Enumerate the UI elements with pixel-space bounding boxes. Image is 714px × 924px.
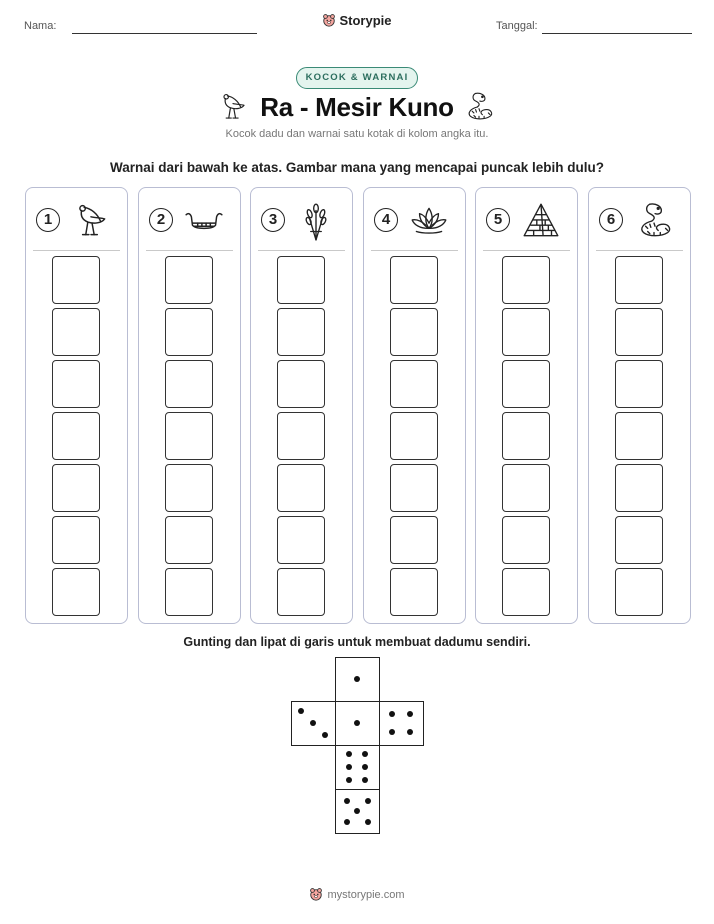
wheat-icon [295, 200, 337, 242]
column-4 [363, 187, 466, 624]
snake-icon [633, 200, 675, 242]
color-box[interactable] [52, 360, 100, 408]
color-box[interactable] [390, 360, 438, 408]
color-box[interactable] [277, 464, 325, 512]
column-number: 1 [36, 208, 60, 232]
page-subtitle: Kocok dadu dan warnai satu kotak di kolom angka itu. [225, 128, 489, 140]
name-label: Nama: [24, 20, 57, 32]
color-box[interactable] [615, 516, 663, 564]
color-box[interactable] [615, 360, 663, 408]
die-pip [407, 711, 413, 717]
die-pip [346, 764, 352, 770]
die-pip [354, 808, 360, 814]
snake-icon [462, 90, 496, 124]
column-1 [25, 187, 128, 624]
activity-badge: KOCOK & WARNAI [296, 67, 418, 89]
page-title: Ra - Mesir Kuno [260, 92, 454, 122]
color-box[interactable] [390, 412, 438, 460]
die-face-below-center [335, 745, 380, 790]
color-box[interactable] [502, 412, 550, 460]
color-box[interactable] [390, 464, 438, 512]
color-box[interactable] [502, 256, 550, 304]
date-label: Tanggal: [496, 20, 538, 32]
storypie-logo-icon [322, 13, 336, 27]
column-number: 4 [374, 208, 398, 232]
die-face-left [291, 701, 336, 746]
column-divider [483, 250, 570, 251]
footer-url: mystorypie.com [327, 889, 405, 901]
date-line[interactable] [542, 33, 692, 34]
boat-icon [183, 200, 225, 242]
footer [0, 887, 714, 901]
color-box[interactable] [277, 308, 325, 356]
brand-name: Storypie [339, 13, 392, 28]
die-pip [310, 720, 316, 726]
color-box[interactable] [277, 516, 325, 564]
die-pip [365, 819, 371, 825]
ibis-icon [70, 200, 112, 242]
die-pip [298, 708, 304, 714]
lotus-icon [408, 200, 450, 242]
die-face-bottom [335, 789, 380, 834]
color-box[interactable] [165, 308, 213, 356]
column-3 [250, 187, 353, 624]
die-pip [407, 729, 413, 735]
die-pip [362, 764, 368, 770]
die-pip [354, 720, 360, 726]
column-number: 5 [486, 208, 510, 232]
color-box[interactable] [390, 308, 438, 356]
color-box[interactable] [615, 568, 663, 616]
color-box[interactable] [165, 412, 213, 460]
color-box[interactable] [52, 568, 100, 616]
color-box[interactable] [390, 568, 438, 616]
color-box[interactable] [502, 464, 550, 512]
color-box[interactable] [165, 568, 213, 616]
die-pip [365, 798, 371, 804]
die-pip [344, 798, 350, 804]
column-2 [138, 187, 241, 624]
color-box[interactable] [502, 360, 550, 408]
color-box[interactable] [52, 516, 100, 564]
column-divider [146, 250, 233, 251]
column-divider [371, 250, 458, 251]
column-divider [33, 250, 120, 251]
die-pip [322, 732, 328, 738]
color-box[interactable] [615, 256, 663, 304]
color-box[interactable] [615, 412, 663, 460]
color-box[interactable] [52, 256, 100, 304]
die-face-top [335, 657, 380, 702]
column-divider [596, 250, 683, 251]
color-box[interactable] [52, 412, 100, 460]
column-number: 3 [261, 208, 285, 232]
color-box[interactable] [615, 308, 663, 356]
pyramid-icon [520, 200, 562, 242]
die-pip [346, 751, 352, 757]
cut-instruction: Gunting dan lipat di garis untuk membuat dadumu sendiri. [183, 635, 531, 649]
coloring-instruction: Warnai dari bawah ke atas. Gambar mana yang mencapai puncak lebih dulu? [110, 160, 604, 175]
color-box[interactable] [277, 412, 325, 460]
column-number: 2 [149, 208, 173, 232]
color-box[interactable] [502, 308, 550, 356]
color-box[interactable] [52, 308, 100, 356]
column-divider [258, 250, 345, 251]
die-pip [346, 777, 352, 783]
die-pip [389, 729, 395, 735]
name-line[interactable] [72, 33, 257, 34]
die-face-center [335, 701, 380, 746]
date-field[interactable] [496, 20, 538, 32]
color-box[interactable] [277, 360, 325, 408]
brand-header [0, 13, 714, 28]
die-pip [344, 819, 350, 825]
color-box[interactable] [390, 516, 438, 564]
column-6 [588, 187, 691, 624]
color-box[interactable] [277, 568, 325, 616]
color-box[interactable] [390, 256, 438, 304]
column-number: 6 [599, 208, 623, 232]
color-box[interactable] [277, 256, 325, 304]
color-box[interactable] [52, 464, 100, 512]
color-box[interactable] [615, 464, 663, 512]
die-pip [362, 751, 368, 757]
column-5 [475, 187, 578, 624]
die-face-right [379, 701, 424, 746]
die-pip [354, 676, 360, 682]
color-box[interactable] [502, 568, 550, 616]
color-box[interactable] [165, 464, 213, 512]
color-box[interactable] [165, 360, 213, 408]
color-box[interactable] [165, 256, 213, 304]
die-pip [389, 711, 395, 717]
color-box[interactable] [165, 516, 213, 564]
storypie-logo-icon [309, 887, 323, 901]
die-pip [362, 777, 368, 783]
color-box[interactable] [502, 516, 550, 564]
